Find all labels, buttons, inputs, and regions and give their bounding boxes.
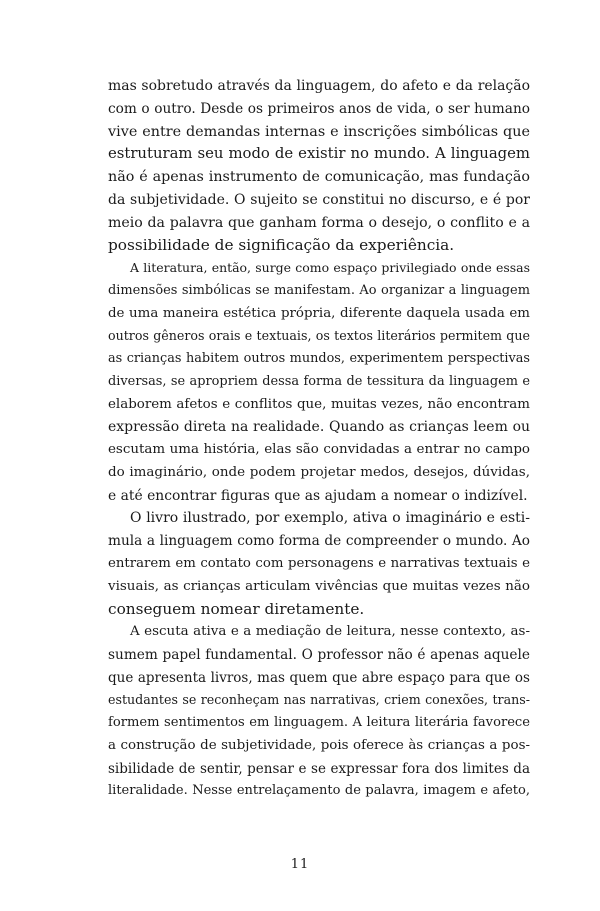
- text-line: conseguem nomear diretamente.: [108, 600, 365, 619]
- text-line: A escuta ativa e a mediação de leitura, nesse contexto, as-: [130, 624, 530, 639]
- text-line: a construção de subjetividade, pois oferece às crianças a pos-: [108, 737, 530, 753]
- text-line: vive entre demandas internas e inscrições simbólicas que: [108, 123, 530, 140]
- text-line: da subjetividade. O sujeito se constitui no discurso, e é por: [108, 191, 530, 208]
- text-line: possibilidade de significação da experiência.: [108, 236, 455, 255]
- text-line: entrarem em contato com personagens e narrativas textuais e: [108, 555, 530, 571]
- text-line: não é apenas instrumento de comunicação, mas fundação: [108, 169, 530, 185]
- text-line: diversas, se apropriem dessa forma de tessitura da linguagem e: [108, 373, 530, 389]
- text-line: outros gêneros orais e textuais, os textos literários permitem que: [108, 328, 530, 344]
- text-line: mas sobretudo através da linguagem, do afeto e da relação: [108, 78, 530, 94]
- text-line: sumem papel fundamental. O professor não é apenas aquele: [108, 646, 530, 663]
- paragraph: [108, 257, 530, 507]
- paragraph: [108, 507, 530, 621]
- paragraph: [108, 621, 530, 803]
- text-line: do imaginário, onde podem projetar medos, desejos, dúvidas,: [108, 464, 530, 480]
- text-line: sibilidade de sentir, pensar e se expressar fora dos limites da: [108, 760, 530, 777]
- paragraph: [108, 75, 530, 257]
- text-line: meio da palavra que ganham forma o desejo, o conflito e a: [108, 214, 530, 231]
- text-line: formem sentimentos em linguagem. A leitura literária favorece: [108, 715, 530, 730]
- text-line: e até encontrar figuras que as ajudam a nomear o indizível.: [108, 487, 528, 504]
- page-number: 11: [290, 857, 310, 872]
- text-line: com o outro. Desde os primeiros anos de vida, o ser humano: [108, 100, 530, 117]
- text-line: A literatura, então, surge como espaço privilegiado onde essas: [130, 260, 530, 275]
- text-line: que apresenta livros, mas quem que abre espaço para que os: [108, 669, 530, 686]
- text-line: expressão direta na realidade. Quando as crianças leem ou: [108, 419, 530, 436]
- text-line: O livro ilustrado, por exemplo, ativa o imaginário e esti-: [130, 510, 530, 527]
- body-text: [108, 75, 530, 803]
- text-line: elaborem afetos e conflitos que, muitas vezes, não encontram: [108, 396, 530, 412]
- text-line: de uma maneira estética própria, diferente daquela usada em: [108, 305, 530, 321]
- text-line: literalidade. Nesse entrelaçamento de palavra, imagem e afeto,: [108, 783, 530, 799]
- text-line: escutam uma história, elas são convidadas a entrar no campo: [108, 442, 530, 457]
- text-line: visuais, as crianças articulam vivências que muitas vezes não: [108, 578, 530, 594]
- text-line: as crianças habitem outros mundos, experimentem perspectivas: [108, 351, 530, 366]
- text-line: estudantes se reconheçam nas narrativas, criem conexões, trans-: [108, 692, 530, 708]
- text-line: mula a linguagem como forma de compreender o mundo. Ao: [108, 533, 530, 549]
- text-line: dimensões simbólicas se manifestam. Ao organizar a linguagem: [108, 282, 530, 298]
- text-line: estruturam seu modo de existir no mundo. A linguagem: [108, 145, 530, 163]
